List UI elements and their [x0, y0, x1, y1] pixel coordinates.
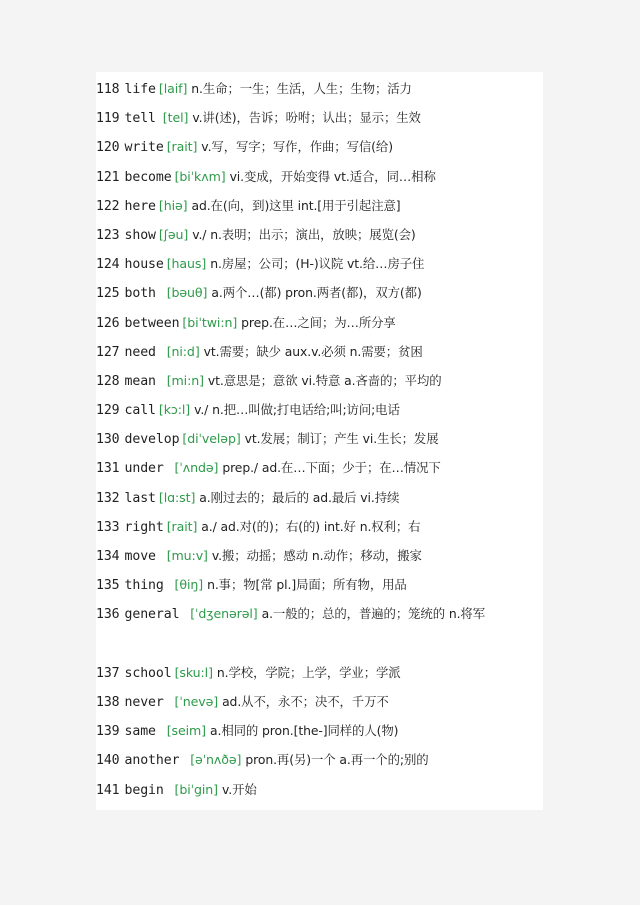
- entry-phonetic: [rait]: [166, 139, 198, 155]
- vocab-entry: [96, 132, 543, 161]
- vocab-entry: [96, 599, 543, 657]
- entry-word: mean: [124, 373, 156, 389]
- entry-number: 120: [96, 140, 120, 156]
- vocab-entry: [96, 570, 543, 599]
- entry-phonetic: [diˈveləp]: [182, 431, 241, 447]
- entry-word: between: [124, 315, 180, 331]
- entry-number: 136: [96, 607, 120, 623]
- entry-number: 119: [96, 111, 120, 127]
- entry-phonetic: [sku:l]: [174, 664, 213, 680]
- entry-definition: v.搬；动摇；感动 n.动作；移动，搬家: [211, 548, 422, 563]
- entry-number: 132: [96, 490, 120, 506]
- entry-number: 134: [96, 549, 120, 564]
- entry-phonetic: [ʃəu]: [158, 226, 189, 242]
- entry-phonetic: [seim]: [158, 723, 206, 739]
- entry-definition: v.写，写字；写作，作曲；写信(给): [201, 139, 393, 155]
- vocab-entry: [96, 103, 543, 132]
- entry-number: 133: [96, 519, 120, 535]
- entry-phonetic: [mu:v]: [158, 548, 208, 563]
- entry-number: 140: [96, 753, 120, 769]
- entry-phonetic: [ˈnevə]: [166, 693, 219, 709]
- entry-number: 123: [96, 227, 120, 243]
- entry-definition: vt.发展；制订；产生 vi.生长；发展: [244, 431, 439, 447]
- entry-definition: ad.从不，永不；决不，千万不: [222, 693, 389, 709]
- vocab-entry: [96, 220, 543, 249]
- entry-word: never: [124, 694, 164, 710]
- entry-word: begin: [124, 782, 164, 798]
- entry-word: thing: [124, 578, 164, 594]
- entry-word: general: [124, 607, 180, 623]
- vocab-entry: [96, 191, 543, 220]
- entry-phonetic: [laif]: [158, 81, 188, 96]
- vocab-entry: [96, 541, 543, 570]
- entry-definition: n.学校，学院；上学，学业；学派: [216, 664, 401, 680]
- entry-phonetic: [kɔ:l]: [158, 402, 191, 418]
- entry-definition: a.刚过去的；最后的 ad.最后 vi.持续: [199, 489, 400, 505]
- entry-word: last: [124, 490, 156, 506]
- entry-phonetic: [əˈnʌðə]: [182, 752, 242, 768]
- entry-phonetic: [biˈgin]: [166, 781, 218, 797]
- entry-definition: ad.在(向，到)这里 int.[用于引起注意]: [191, 197, 401, 213]
- entry-word: right: [124, 519, 164, 535]
- entry-word: another: [124, 753, 180, 769]
- vocab-entry: [96, 424, 543, 453]
- entry-word: life: [124, 82, 156, 97]
- entry-phonetic: [θiŋ]: [166, 577, 204, 593]
- entry-number: 124: [96, 257, 120, 273]
- entry-number: 121: [96, 169, 120, 185]
- entry-phonetic: [lɑ:st]: [158, 489, 196, 505]
- vocab-entry: [96, 366, 543, 395]
- entry-word: call: [124, 403, 156, 419]
- vocab-entry: [96, 74, 543, 103]
- entry-number: 139: [96, 724, 120, 740]
- entry-number: 131: [96, 461, 120, 477]
- vocab-entry: [96, 337, 543, 366]
- entry-definition: v./ n.把…叫做;打电话给;叫;访问;电话: [194, 402, 400, 418]
- vocabulary-list: [96, 74, 543, 804]
- entry-word: show: [124, 227, 156, 243]
- entry-word: need: [124, 344, 156, 360]
- entry-phonetic: [mi:n]: [158, 372, 204, 388]
- entry-phonetic: [tel]: [158, 110, 189, 126]
- entry-number: 129: [96, 403, 120, 419]
- entry-word: become: [124, 169, 172, 185]
- vocab-entry: [96, 162, 543, 191]
- entry-phonetic: [ni:d]: [158, 343, 200, 359]
- entry-phonetic: [hiə]: [158, 197, 188, 213]
- vocab-entry: [96, 716, 543, 745]
- entry-phonetic: [ˈdʒenərəl]: [182, 606, 258, 622]
- entry-word: tell: [124, 111, 156, 127]
- entry-definition: n.房屋；公司；(H-)议院 vt.给…房子住: [210, 256, 425, 272]
- entry-definition: a.两个…(都) pron.两者(都)，双方(都): [211, 285, 422, 301]
- entry-definition: v./ n.表明；出示；演出，放映；展览(会): [192, 226, 416, 242]
- entry-definition: vt.需要；缺少 aux.v.必须 n.需要；贫困: [203, 343, 423, 359]
- entry-word: same: [124, 724, 156, 740]
- entry-phonetic: [ˈʌndə]: [166, 460, 219, 476]
- vocab-entry: [96, 395, 543, 424]
- entry-definition: v.开始: [222, 781, 257, 797]
- entry-definition: a.一般的；总的，普遍的；笼统的 n.将军: [261, 606, 486, 622]
- vocab-entry: [96, 278, 543, 307]
- entry-definition: prep.在…之间；为…所分享: [241, 314, 396, 330]
- entry-phonetic: [haus]: [166, 256, 207, 272]
- vocab-entry: [96, 775, 543, 804]
- entry-word: house: [124, 257, 164, 273]
- entry-definition: pron.再(另)一个 a.再一个的;别的: [245, 752, 429, 768]
- vocab-entry: [96, 687, 543, 716]
- entry-number: 130: [96, 432, 120, 448]
- entry-definition: v.讲(述)，告诉；吩咐；认出；显示；生效: [192, 110, 421, 126]
- vocab-entry: [96, 249, 543, 278]
- entry-phonetic: [biˈkʌm]: [174, 168, 226, 184]
- vocab-entry: [96, 308, 543, 337]
- entry-word: school: [124, 665, 172, 681]
- entry-number: 141: [96, 782, 120, 798]
- entry-word: under: [124, 461, 164, 477]
- entry-phonetic: [biˈtwi:n]: [182, 314, 238, 330]
- entry-number: 128: [96, 373, 120, 389]
- vocab-entry: [96, 483, 543, 512]
- entry-number: 118: [96, 82, 120, 97]
- entry-number: 126: [96, 315, 120, 331]
- entry-definition: a./ ad.对(的)；右(的) int.好 n.权利；右: [201, 518, 421, 534]
- vocab-entry: [96, 512, 543, 541]
- vocab-entry: [96, 658, 543, 687]
- entry-word: move: [124, 549, 156, 564]
- entry-definition: vt.意思是；意欲 vi.特意 a.吝啬的；平均的: [207, 372, 442, 388]
- entry-definition: vi.变成，开始变得 vt.适合，同…相称: [229, 168, 436, 184]
- entry-word: both: [124, 286, 156, 302]
- entry-word: develop: [124, 432, 180, 448]
- entry-word: here: [124, 198, 156, 214]
- entry-definition: n.事；物[常 pl.]局面；所有物，用品: [207, 577, 407, 593]
- entry-number: 125: [96, 286, 120, 302]
- entry-number: 135: [96, 578, 120, 594]
- entry-word: write: [124, 140, 164, 156]
- document-page: [96, 72, 543, 810]
- vocab-entry: [96, 745, 543, 774]
- entry-phonetic: [bəuθ]: [158, 285, 208, 301]
- entry-definition: prep./ ad.在…下面；少于；在…情况下: [222, 460, 441, 476]
- vocab-entry: [96, 453, 543, 482]
- entry-number: 137: [96, 665, 120, 681]
- entry-definition: n.生命；一生；生活，人生；生物；活力: [191, 81, 412, 96]
- entry-number: 138: [96, 694, 120, 710]
- entry-number: 127: [96, 344, 120, 360]
- entry-phonetic: [rait]: [166, 518, 198, 534]
- entry-number: 122: [96, 198, 120, 214]
- entry-definition: a.相同的 pron.[the-]同样的人(物): [210, 723, 399, 739]
